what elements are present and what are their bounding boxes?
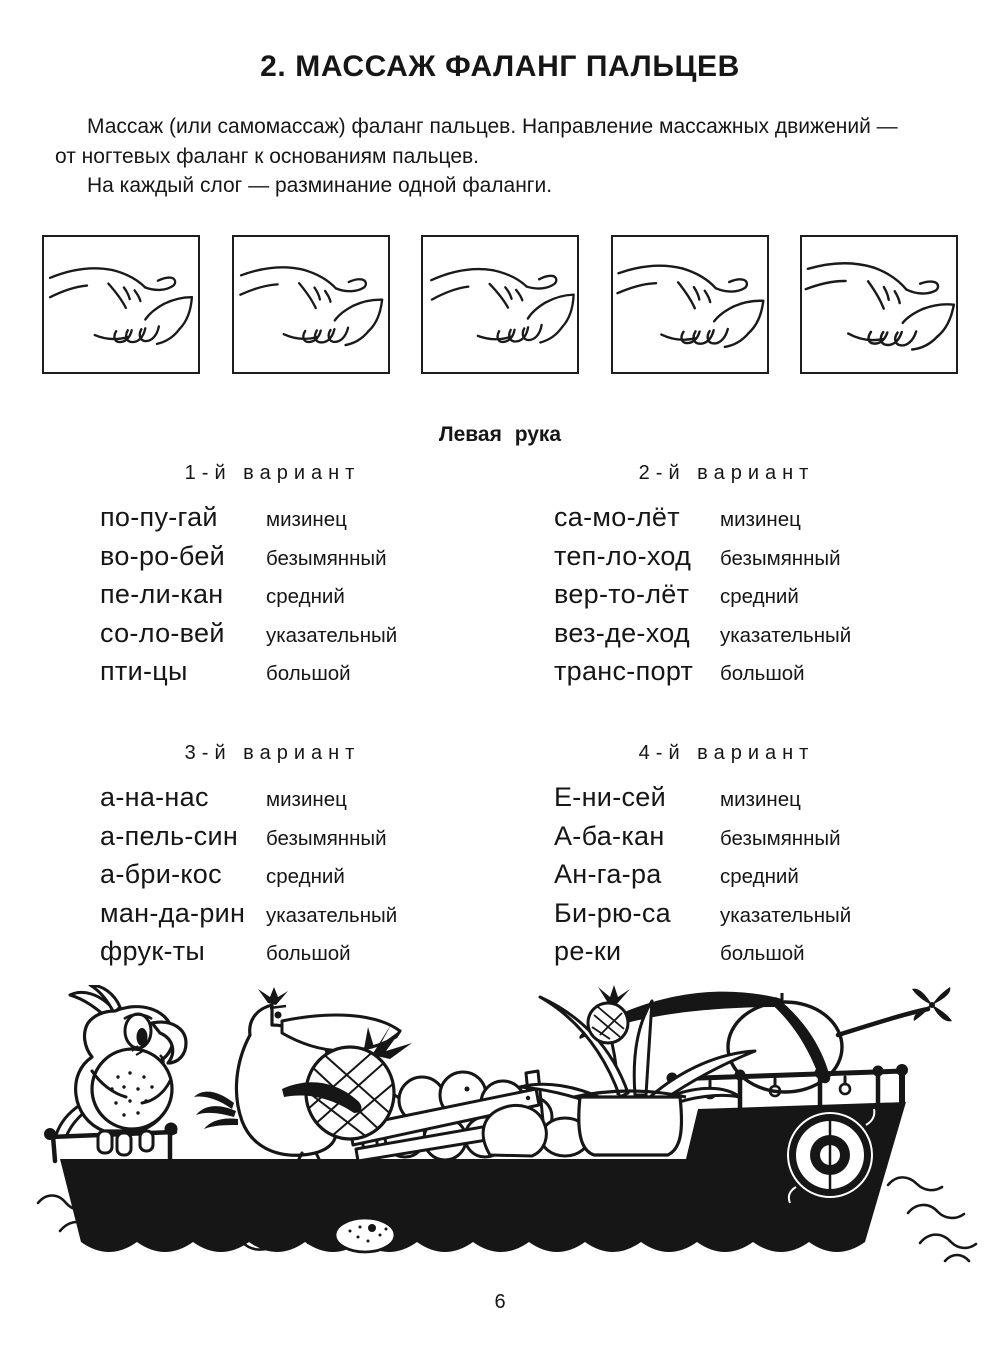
finger-name: большой	[720, 662, 805, 685]
page-number: 6	[494, 1291, 506, 1313]
variant-3-label: 3-й вариант	[184, 742, 361, 764]
hand-massage-frame-1	[42, 235, 200, 374]
finger-name: мизинец	[266, 788, 347, 811]
variant-block-4	[554, 742, 899, 975]
finger-name: большой	[266, 942, 351, 965]
finger-name: мизинец	[720, 788, 801, 811]
word-row	[100, 579, 445, 618]
syllable-word: по-пу-гай	[100, 502, 218, 532]
syllable-word: Би-рю-са	[554, 897, 671, 928]
section-heading: Левая рука	[438, 423, 562, 446]
word-row	[100, 821, 445, 860]
word-row	[100, 656, 445, 695]
syllable-word: транс-порт	[554, 656, 694, 686]
finger-name: мизинец	[720, 508, 801, 531]
finger-name: безымянный	[266, 826, 387, 850]
tail-rotor	[912, 987, 952, 1021]
word-row	[554, 821, 899, 860]
word-row	[100, 502, 445, 541]
finger-name: средний	[720, 865, 799, 888]
hands-massage-icon	[611, 235, 769, 374]
finger-name: безымянный	[266, 546, 387, 570]
finger-name: безымянный	[720, 826, 841, 850]
finger-name: средний	[266, 585, 345, 608]
variant-block-3	[100, 742, 445, 975]
hands-massage-icon	[44, 237, 198, 372]
syllable-word: Е-ни-сей	[554, 782, 666, 812]
syllable-word: са-мо-лёт	[554, 502, 680, 532]
syllable-word: пти-цы	[100, 656, 188, 686]
hands-massage-icon	[424, 235, 579, 374]
hands-massage-icon	[800, 235, 958, 374]
finger-name: мизинец	[266, 508, 347, 531]
syllable-word: а-пель-син	[100, 820, 239, 851]
finger-name: безымянный	[720, 546, 841, 570]
syllable-word: во-ро-бей	[100, 540, 226, 571]
finger-name: указательный	[720, 623, 852, 647]
syllable-word: а-на-нас	[100, 782, 209, 812]
word-row	[100, 936, 445, 975]
syllable-word: пе-ли-кан	[100, 579, 224, 609]
word-row	[554, 936, 899, 975]
page-title: 2. МАССАЖ ФАЛАНГ ПАЛЬЦЕВ	[260, 50, 740, 83]
intro-paragraph-1: Массаж (или самомассаж) фаланг пальцев. Направление массажных движений — от ногтевых фаланг к основаниям пальцев.	[55, 115, 898, 168]
hand-massage-frame-2	[232, 235, 390, 374]
syllable-word: ман-да-рин	[100, 897, 246, 928]
variant-1-label: 1-й вариант	[184, 462, 361, 484]
word-row	[100, 898, 445, 937]
syllable-word: а-бри-кос	[100, 859, 222, 889]
word-row	[554, 656, 899, 695]
variant-block-2	[554, 462, 899, 695]
finger-name: указательный	[266, 623, 398, 647]
word-row	[554, 859, 899, 898]
variant-block-1	[100, 462, 445, 695]
hands-massage-icon	[232, 235, 390, 374]
syllable-word: вер-то-лёт	[554, 579, 690, 609]
finger-name: средний	[266, 865, 345, 888]
intro-paragraph-2: На каждый слог — разминание одной фаланги.	[87, 174, 553, 197]
syllable-word: Ан-га-ра	[554, 859, 662, 889]
word-row	[100, 782, 445, 821]
syllable-word: ре-ки	[554, 936, 622, 966]
intro-text	[55, 112, 903, 201]
finger-name: указательный	[720, 903, 852, 927]
hand-massage-frame-5	[800, 235, 958, 374]
word-row	[100, 541, 445, 580]
hand-massage-frame-3	[421, 235, 579, 374]
hand-photo-strip	[42, 235, 958, 374]
finger-name: средний	[720, 585, 799, 608]
finger-name: указательный	[266, 903, 398, 927]
word-row	[554, 502, 899, 541]
word-row	[554, 541, 899, 580]
word-row	[100, 618, 445, 657]
syllable-word: фрук-ты	[100, 936, 206, 966]
word-row	[554, 898, 899, 937]
hand-massage-frame-4	[611, 235, 769, 374]
syllable-word: теп-ло-ход	[554, 540, 692, 571]
cargo-barge-illustration	[20, 985, 980, 1275]
finger-name: большой	[720, 942, 805, 965]
word-row	[554, 618, 899, 657]
variant-2-label: 2-й вариант	[638, 462, 815, 484]
syllable-word: вез-де-ход	[554, 617, 690, 648]
syllable-word: со-ло-вей	[100, 617, 225, 648]
word-row	[100, 859, 445, 898]
word-row	[554, 782, 899, 821]
syllable-word: А-ба-кан	[554, 820, 665, 851]
finger-name: большой	[266, 662, 351, 685]
word-row	[554, 579, 899, 618]
variant-4-label: 4-й вариант	[638, 742, 815, 764]
